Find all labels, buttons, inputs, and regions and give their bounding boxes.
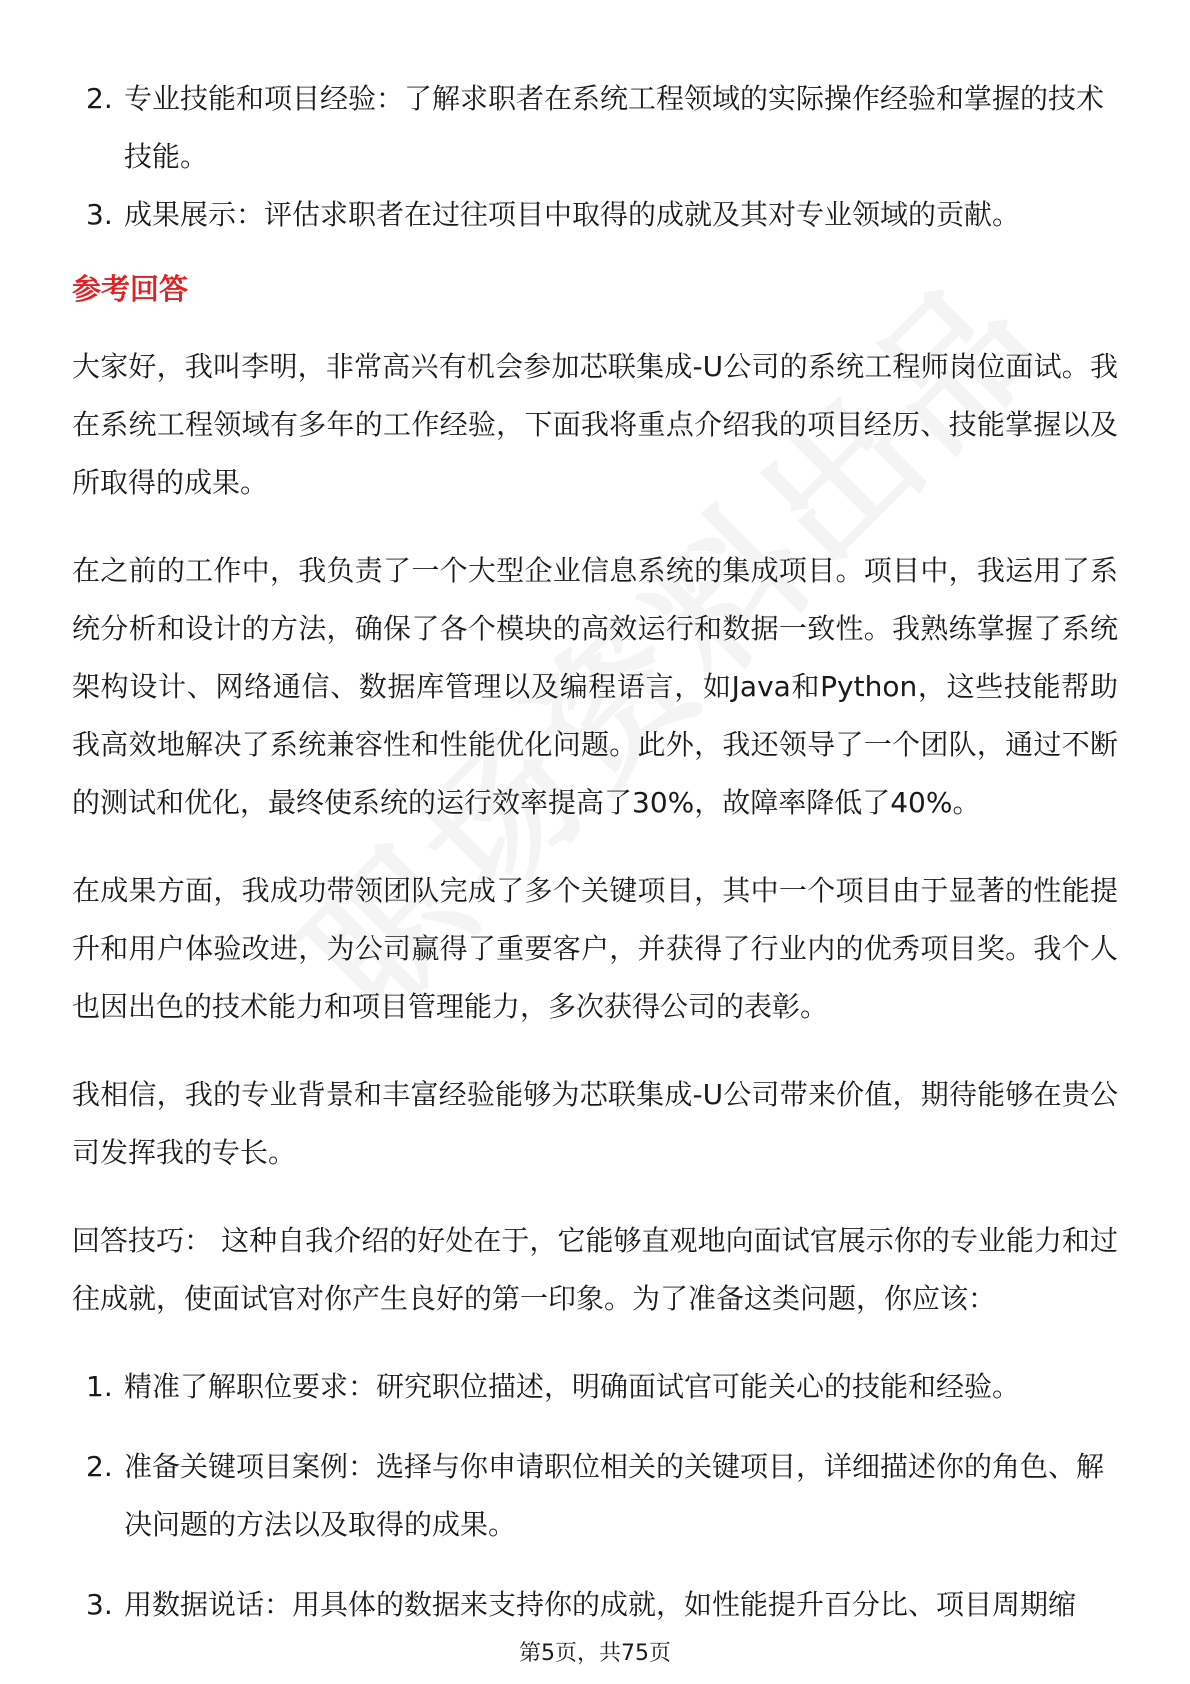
list-item (72, 1576, 1118, 1634)
list-number: 2. (86, 82, 113, 115)
section-title: 参考回答 (72, 272, 189, 306)
page-footer: 第5页，共75页 (519, 1641, 671, 1666)
list-number: 3. (86, 1588, 113, 1621)
list-text: 精准了解职位要求：研究职位描述，明确面试官可能关心的技能和经验。 (124, 1370, 1021, 1403)
list-number: 3. (86, 198, 113, 231)
list-text: 成果展示：评估求职者在过往项目中取得的成就及其对专业领域的贡献。 (124, 198, 1021, 231)
list-item (72, 70, 1118, 186)
paragraph: 在之前的工作中，我负责了一个大型企业信息系统的集成项目。项目中，我运用了系统分析和设计的方法，确保了各个模块的高效运行和数据一致性。我熟练掌握了系统架构设计、网络通信、数据库管理以及编程语言，如Java和Python，这些技能帮助我高效地解决了系统兼容性和性能优化问题。此外，我还领导了一个团队，通过不断的测试和优化，最终使系统的运行效率提高了30%，故障率降低了40%。 (72, 554, 1118, 819)
paragraph: 在成果方面，我成功带领团队完成了多个关键项目，其中一个项目由于显著的性能提升和用户体验改进，为公司赢得了重要客户，并获得了行业内的优秀项目奖。我个人也因出色的技术能力和项目管理能力，多次获得公司的表彰。 (72, 874, 1118, 1023)
list-item (72, 186, 1118, 244)
paragraph: 回答技巧： 这种自我介绍的好处在于，它能够直观地向面试官展示你的专业能力和过往成就，使面试官对你产生良好的第一印象。为了准备这类问题，你应该： (72, 1224, 1118, 1315)
list-item (72, 1438, 1118, 1554)
paragraph: 我相信，我的专业背景和丰富经验能够为芯联集成-U公司带来价值，期待能够在贵公司发挥我的专长。 (72, 1078, 1118, 1169)
list-text: 用数据说话：用具体的数据来支持你的成就，如性能提升百分比、项目周期缩 (124, 1588, 1077, 1621)
list-item (72, 1358, 1118, 1416)
list-number: 2. (86, 1450, 113, 1483)
list-number: 1. (86, 1370, 113, 1403)
page-content (72, 70, 1118, 1634)
paragraph: 大家好，我叫李明，非常高兴有机会参加芯联集成-U公司的系统工程师岗位面试。我在系统工程领域有多年的工作经验，下面我将重点介绍我的项目经历、技能掌握以及所取得的成果。 (72, 350, 1118, 499)
list-text: 专业技能和项目经验：了解求职者在系统工程领域的实际操作经验和掌握的技术技能。 (124, 82, 1105, 173)
list-text: 准备关键项目案例：选择与你申请职位相关的关键项目，详细描述你的角色、解决问题的方法以及取得的成果。 (124, 1450, 1105, 1541)
